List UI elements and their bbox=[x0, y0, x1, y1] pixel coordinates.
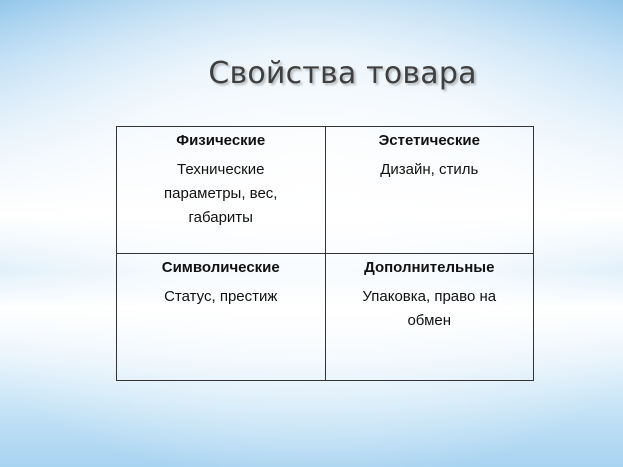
table-cell-physical bbox=[117, 127, 326, 254]
table-row bbox=[117, 254, 534, 381]
cell-heading: Эстетические bbox=[378, 132, 480, 149]
cell-heading: Символические bbox=[161, 259, 280, 276]
table-cell-additional bbox=[325, 254, 534, 381]
cell-heading: Дополнительные bbox=[364, 259, 495, 276]
table-row bbox=[117, 127, 534, 254]
cell-text: Упаковка, право на обмен bbox=[362, 288, 497, 329]
cell-text: Статус, престиж bbox=[164, 288, 278, 305]
slide-title: Свойства товара bbox=[208, 56, 477, 91]
cell-heading: Физические bbox=[176, 132, 266, 149]
properties-table bbox=[116, 126, 534, 381]
cell-text: Дизайн, стиль bbox=[380, 161, 479, 178]
cell-text: Технические параметры, вес, габариты bbox=[164, 161, 278, 226]
table-cell-symbolic bbox=[117, 254, 326, 381]
table-cell-aesthetic bbox=[325, 127, 534, 254]
